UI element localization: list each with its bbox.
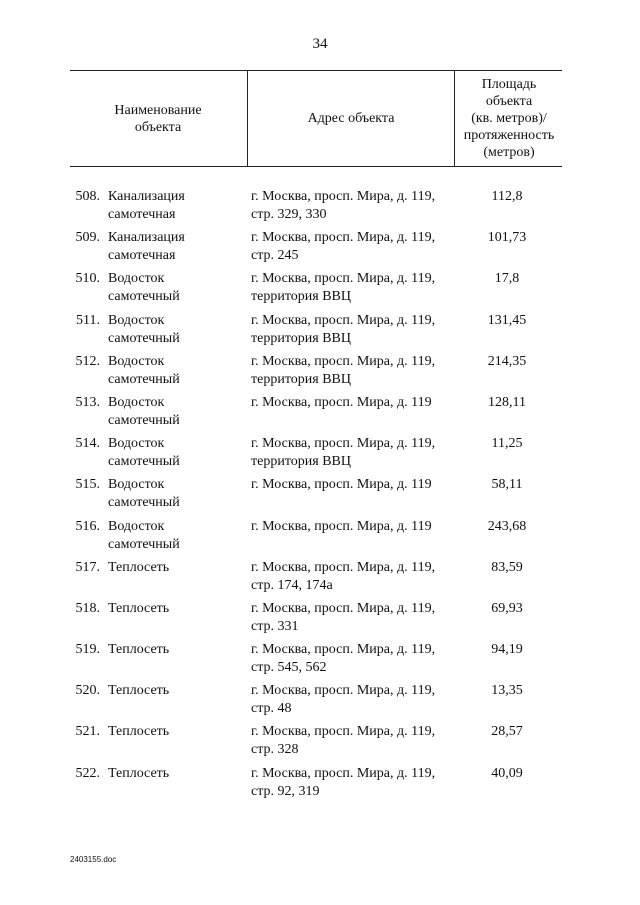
table-row — [0, 353, 640, 394]
object-address — [251, 600, 466, 636]
table-body — [0, 188, 640, 806]
object-address-line: стр. 331 — [251, 618, 299, 634]
object-address — [251, 559, 466, 595]
object-address-line: г. Москва, просп. Мира, д. 119 — [251, 477, 432, 493]
object-name — [108, 270, 238, 306]
object-address — [251, 723, 466, 759]
object-name-line: Теплосеть — [108, 765, 170, 781]
header-area-line: (метров) — [483, 145, 535, 160]
object-name-line: Водосток — [108, 353, 165, 369]
object-name — [108, 353, 238, 389]
object-address-line: стр. 329, 330 — [251, 207, 327, 222]
object-name — [108, 765, 238, 783]
object-address-line: стр. 328 — [251, 742, 299, 758]
object-area-value: 94,19 — [491, 642, 523, 658]
object-name-line: Водосток — [108, 394, 165, 410]
header-name-line: Наименование — [114, 102, 202, 118]
row-number: 519. — [75, 642, 100, 658]
object-address-line: г. Москва, просп. Мира, д. 119 — [251, 394, 432, 410]
object-name — [108, 312, 238, 348]
row-number: 515. — [75, 477, 100, 493]
header-area-line: Площадь — [481, 77, 537, 92]
file-name-footer: 2403155.doc — [70, 855, 117, 864]
object-area-value: 58,11 — [491, 477, 523, 493]
object-name — [108, 559, 238, 577]
object-address-line: г. Москва, просп. Мира, д. 119, — [251, 353, 436, 369]
object-name — [108, 641, 238, 659]
object-address — [251, 312, 466, 348]
object-address-line: территория ВВЦ — [251, 330, 351, 346]
table-row — [0, 641, 640, 682]
header-area-line: объекта — [485, 94, 533, 109]
object-area-value: 17,8 — [494, 271, 520, 287]
object-area-value: 128,11 — [488, 394, 526, 410]
table-row — [0, 435, 640, 476]
object-name-line: самотечный — [108, 289, 180, 305]
page-number: 34 — [312, 36, 328, 52]
object-address-line: г. Москва, просп. Мира, д. 119, — [251, 312, 436, 328]
object-name-line: Водосток — [108, 518, 165, 534]
object-name-line: самотечный — [108, 454, 180, 470]
header-address-label: Адрес объекта — [307, 111, 395, 126]
object-address — [251, 765, 466, 801]
header-area-line: (кв. метров)/ — [471, 111, 547, 126]
table-row — [0, 270, 640, 311]
table-row — [0, 765, 640, 806]
object-area-value: 243,68 — [487, 518, 527, 534]
header-name-column — [70, 71, 246, 166]
object-address — [251, 353, 466, 389]
object-address-line: г. Москва, просп. Мира, д. 119, — [251, 683, 436, 699]
object-address-line: территория ВВЦ — [251, 289, 351, 305]
object-name-line: Теплосеть — [108, 642, 170, 658]
row-number: 521. — [75, 724, 100, 740]
table-row — [0, 312, 640, 353]
object-address-line: стр. 545, 562 — [251, 660, 327, 676]
object-name-line: самотечный — [108, 495, 180, 511]
object-name — [108, 188, 238, 224]
row-number: 516. — [75, 518, 100, 534]
row-number: 510. — [75, 271, 100, 287]
object-name-line: Водосток — [108, 271, 165, 287]
object-name-line: Водосток — [108, 477, 165, 493]
object-address — [251, 270, 466, 306]
object-address — [251, 229, 466, 265]
table-row — [0, 229, 640, 270]
object-address-line: территория ВВЦ — [251, 371, 351, 387]
object-name — [108, 435, 238, 471]
object-address-line: стр. 48 — [251, 701, 292, 717]
table-row — [0, 682, 640, 723]
object-name — [108, 394, 238, 430]
object-area-value: 101,73 — [487, 230, 527, 246]
object-address — [251, 435, 466, 471]
object-name-line: Водосток — [108, 436, 165, 452]
object-name-line: самотечный — [108, 371, 180, 387]
row-number: 520. — [75, 683, 100, 699]
row-number: 511. — [76, 312, 100, 328]
object-name — [108, 600, 238, 618]
object-address-line: стр. 174, 174а — [251, 577, 333, 593]
object-address-line: г. Москва, просп. Мира, д. 119, — [251, 724, 436, 740]
object-area-value: 131,45 — [487, 312, 527, 328]
row-number: 514. — [75, 436, 100, 452]
object-name-line: Теплосеть — [108, 724, 170, 740]
object-address — [251, 476, 466, 494]
object-name — [108, 229, 238, 265]
object-name-line: самотечный — [108, 330, 180, 346]
row-number: 513. — [75, 394, 100, 410]
object-address-line: г. Москва, просп. Мира, д. 119, — [251, 271, 436, 287]
table-row — [0, 394, 640, 435]
table-header — [70, 70, 562, 167]
object-name — [108, 518, 238, 554]
object-name-line: самотечная — [108, 248, 176, 264]
row-number: 518. — [75, 600, 100, 616]
row-number: 512. — [75, 353, 100, 369]
object-area-value: 28,57 — [491, 724, 523, 740]
object-name-line: Водосток — [108, 312, 165, 328]
object-name — [108, 476, 238, 512]
object-address — [251, 682, 466, 718]
object-area-value: 69,93 — [491, 600, 523, 616]
table-row — [0, 518, 640, 559]
table-row — [0, 600, 640, 641]
header-area-line: протяженность — [463, 128, 555, 143]
object-name-line: Канализация — [108, 230, 185, 246]
object-address-line: г. Москва, просп. Мира, д. 119, — [251, 642, 436, 658]
header-name-line: объекта — [134, 119, 182, 135]
object-address — [251, 518, 466, 536]
table-row — [0, 188, 640, 229]
object-area-value: 13,35 — [491, 683, 523, 699]
object-area-value: 83,59 — [491, 559, 523, 575]
table-row — [0, 559, 640, 600]
row-number: 508. — [75, 189, 100, 204]
object-address-line: стр. 245 — [251, 248, 299, 264]
object-name-line: Теплосеть — [108, 600, 170, 616]
object-name — [108, 682, 238, 700]
object-address-line: стр. 92, 319 — [251, 783, 320, 799]
object-address-line: г. Москва, просп. Мира, д. 119, — [251, 600, 436, 616]
object-name — [108, 723, 238, 741]
object-area-value: 214,35 — [487, 353, 527, 369]
object-name-line: самотечный — [108, 536, 180, 552]
object-area-value: 112,8 — [491, 189, 523, 204]
object-name-line: самотечная — [108, 207, 176, 222]
object-address-line: г. Москва, просп. Мира, д. 119 — [251, 518, 432, 534]
row-number: 522. — [75, 765, 100, 781]
object-address-line: г. Москва, просп. Мира, д. 119, — [251, 230, 436, 246]
object-address — [251, 394, 466, 412]
object-name-line: Теплосеть — [108, 559, 170, 575]
object-address-line: территория ВВЦ — [251, 454, 351, 470]
object-name-line: Канализация — [108, 189, 185, 204]
object-address-line: г. Москва, просп. Мира, д. 119, — [251, 765, 436, 781]
object-address — [251, 641, 466, 677]
row-number: 509. — [75, 230, 100, 246]
object-name-line: Теплосеть — [108, 683, 170, 699]
header-address-column — [247, 71, 454, 166]
object-address-line: г. Москва, просп. Мира, д. 119, — [251, 189, 436, 204]
object-area-value: 11,25 — [491, 436, 523, 452]
table-row — [0, 476, 640, 517]
object-name-line: самотечный — [108, 412, 180, 428]
object-address-line: г. Москва, просп. Мира, д. 119, — [251, 436, 436, 452]
header-area-column — [454, 71, 563, 166]
object-area-value: 40,09 — [491, 765, 523, 781]
table-row — [0, 723, 640, 764]
row-number: 517. — [75, 559, 100, 575]
object-address — [251, 188, 466, 224]
object-address-line: г. Москва, просп. Мира, д. 119, — [251, 559, 436, 575]
